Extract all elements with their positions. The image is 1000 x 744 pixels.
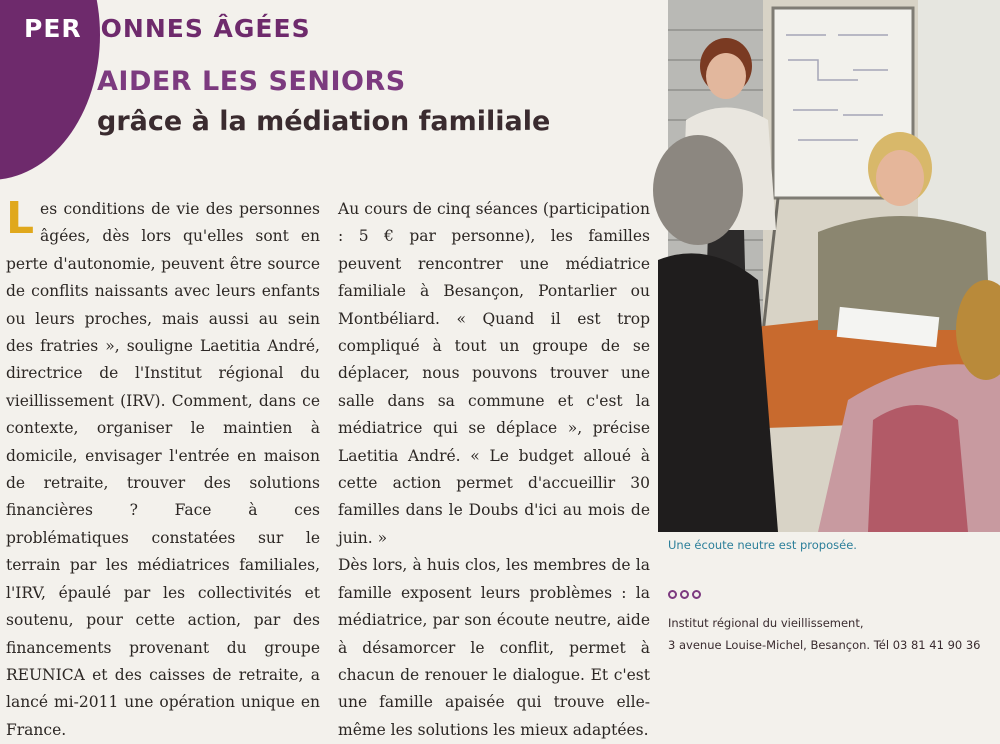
section-label [24, 14, 311, 43]
article-subheadline: grâce à la médiation familiale [97, 106, 551, 137]
paragraph: Au cours de cinq séances (participation : 5 € par personne), les familles peuvent rencontrer une médiatrice familiale à Besançon, Pontarlier ou Montbéliard. « Quand il est trop compliqué à tout un groupe de se déplacer, nous pouvons trouver une salle dans sa commune et c'est la médiatrice qui se déplace », précise Laetitia André. « Le budget alloué à cette action permet d'accueillir 30 familles dans le Doubs d'ici au mois de juin. » [338, 200, 650, 547]
paragraph: Dès lors, à huis clos, les membres de la famille exposent leurs problèmes : la médiatrice, par son écoute neutre, aide à désamorcer le conflit, permet à chacun de renouer le dialogue. Et c'est une famille apaisée qui trouve elle-même les solutions les mieux adaptées. [338, 556, 650, 739]
contact-bullet-dots [668, 590, 701, 599]
article-photo [668, 0, 1000, 532]
drop-cap: L [6, 193, 35, 244]
section-label-lead: PER [24, 14, 82, 43]
contact-info [668, 612, 981, 656]
photo-caption: Une écoute neutre est proposée. [668, 538, 857, 552]
circle-icon [680, 590, 689, 599]
paragraph: es conditions de vie des personnes âgées, dès lors qu'elles sont en perte d'autonomie, peuvent être source de conflits naissants avec leurs enfants ou leurs proches, mais aussi au sein des fratries », souligne Laetitia André, directrice de l'Institut régional du vieillissement (IRV). Comment, dans ce contexte, organiser le maintien à domicile, envisager l'entrée en maison de retraite, trouver des solutions financières ? Face à ces problématiques constatées sur le terrain par les médiatrices familiales, l'IRV, épaulé par les collectivités et soutenu, pour cette action, par des financements provenant du groupe REUNICA et des caisses de retraite, a lancé mi-2011 une opération unique en France. [6, 200, 320, 739]
circle-icon [692, 590, 701, 599]
contact-name: Institut régional du vieillissement, [668, 616, 864, 630]
article-headline: AIDER LES SENIORS [97, 66, 406, 97]
article-column-1 [6, 193, 320, 744]
article-column-2 [338, 196, 650, 744]
meeting-photo-illustration [668, 0, 1000, 532]
contact-address: 3 avenue Louise-Michel, Besançon. Tél 03 81 41 90 36 [668, 638, 981, 652]
section-label-rest: SONNES ÂGÉES [81, 14, 311, 43]
circle-icon [668, 590, 677, 599]
